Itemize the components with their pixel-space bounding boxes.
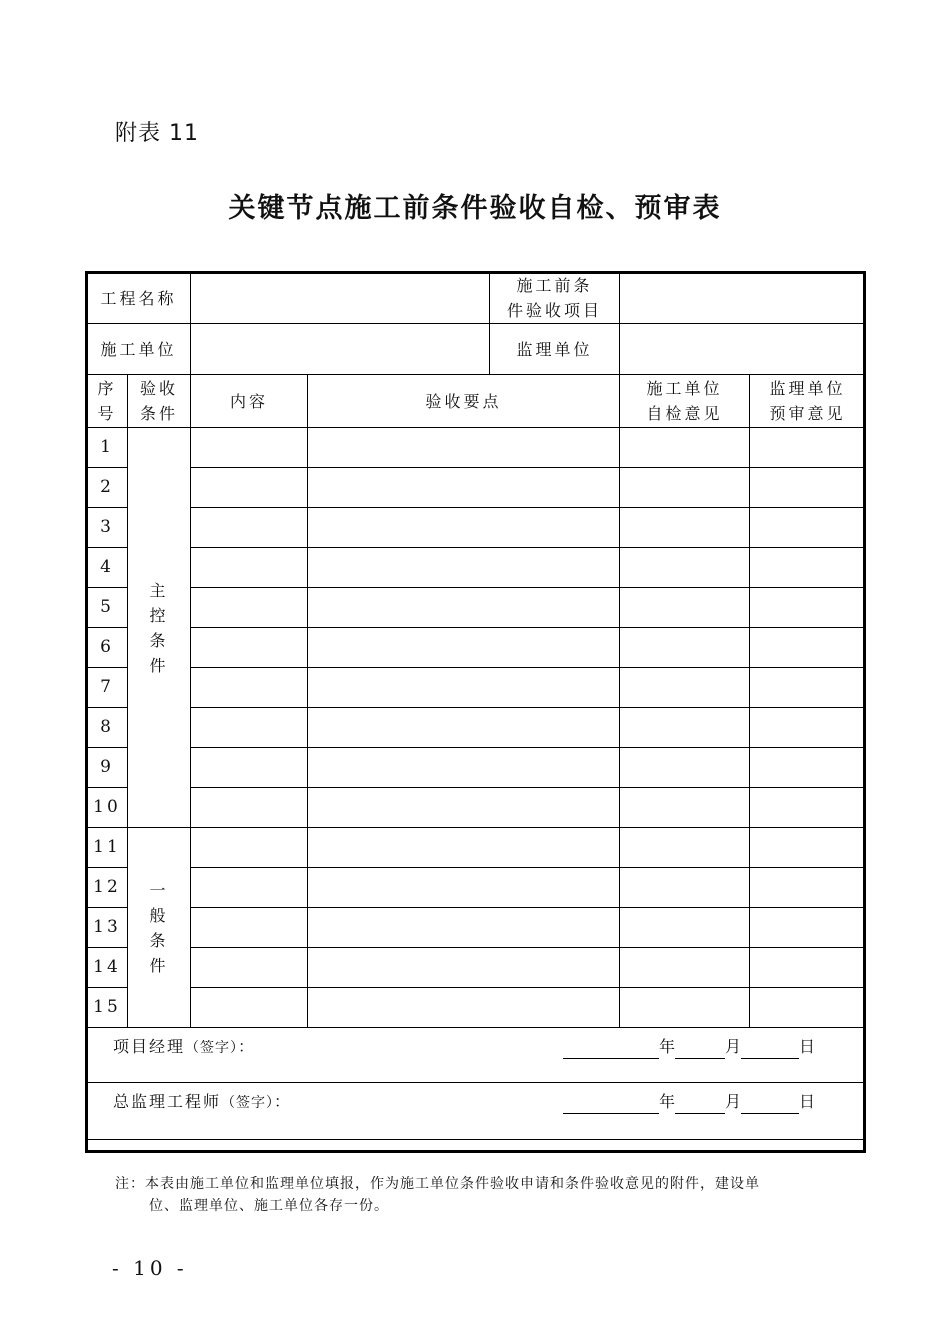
- row-number: 3: [87, 508, 128, 548]
- footnote-line1: 注：本表由施工单位和监理单位填报，作为施工单位条件验收申请和条件验收意见的附件，建设单: [115, 1176, 760, 1192]
- construction-unit-label: 施工单位: [87, 324, 191, 375]
- row-number: 4: [87, 548, 128, 588]
- main-group-char: 件: [149, 655, 169, 675]
- row-number: 2: [87, 468, 128, 508]
- row-number: 9: [87, 748, 128, 788]
- month-label: 月: [724, 1037, 741, 1056]
- sign-paren: （签字）: [185, 1040, 239, 1056]
- main-group-char: 控: [149, 605, 169, 625]
- row-number: 7: [87, 668, 128, 708]
- project-manager-label-text: 项目经理: [113, 1037, 186, 1056]
- chief-supervisor-label-text: 总监理工程师: [113, 1092, 222, 1111]
- footnote-line2: 位、监理单位、施工单位各存一份。: [149, 1198, 389, 1214]
- row-number: 12: [87, 868, 128, 908]
- colon: ：: [238, 1037, 257, 1056]
- general-group-char: 条: [149, 930, 169, 950]
- form-title: 关键节点施工前条件验收自检、预审表: [228, 193, 722, 224]
- pre-review-header-line2: 预审意见: [769, 404, 846, 423]
- row-number: 1: [87, 428, 128, 468]
- row-number: 13: [87, 908, 128, 948]
- condition-header-line2: 条件: [140, 404, 179, 423]
- row-number: 15: [87, 988, 128, 1028]
- year-label: 年: [658, 1037, 675, 1056]
- page-number: - 10 -: [112, 1256, 188, 1280]
- general-group-char: 件: [149, 955, 169, 975]
- project-name-label: 工程名称: [87, 273, 191, 324]
- seq-header-line2: 号: [97, 404, 117, 423]
- table-outer-border: [85, 271, 866, 1153]
- general-group-char: 一: [149, 880, 169, 900]
- colon: ：: [274, 1092, 293, 1111]
- appendix-label: 附表 11: [115, 121, 199, 146]
- pre-review-header-line1: 监理单位: [769, 379, 846, 398]
- general-group-char: 般: [149, 905, 169, 925]
- sign-paren: （签字）: [221, 1095, 275, 1111]
- day-label: 日: [799, 1092, 816, 1111]
- supervision-unit-label: 监理单位: [490, 324, 620, 375]
- row-number: 6: [87, 628, 128, 668]
- content-header: 内容: [191, 375, 308, 428]
- month-label: 月: [724, 1092, 741, 1111]
- row-number: 14: [87, 948, 128, 988]
- main-group-char: 条: [149, 630, 169, 650]
- acceptance-item-label-line1: 施工前条: [516, 276, 593, 295]
- seq-header-line1: 序: [97, 379, 117, 398]
- self-check-header-line1: 施工单位: [646, 379, 723, 398]
- self-check-header-line2: 自检意见: [646, 404, 723, 423]
- footnote: [115, 1173, 845, 1217]
- year-label: 年: [658, 1092, 675, 1111]
- row-number: 8: [87, 708, 128, 748]
- main-group-char: 主: [149, 580, 169, 600]
- day-label: 日: [799, 1037, 816, 1056]
- row-number: 5: [87, 588, 128, 628]
- condition-header-line1: 验收: [140, 379, 179, 398]
- key-points-header: 验收要点: [308, 375, 620, 428]
- row-number: 10: [87, 788, 128, 828]
- row-number: 11: [87, 828, 128, 868]
- acceptance-item-label-line2: 件验收项目: [507, 301, 603, 320]
